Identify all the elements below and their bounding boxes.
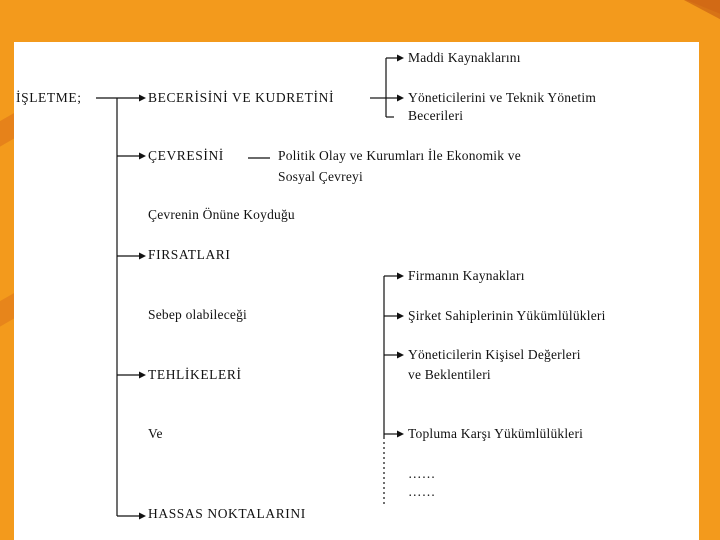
environment-detail-line2: Sosyal Çevreyi [278,169,363,184]
connector-lines [14,42,699,540]
skills-label-line1: Yöneticilerini ve Teknik Yönetim [408,90,597,105]
arrowhead-capabilities [139,95,146,102]
environment-detail-line1: Politik Olay ve Kurumları İle Ekonomik ve [278,148,521,163]
firm-resources-label: Firmanın Kaynakları [408,268,525,283]
ellipsis-2: …… [408,484,436,499]
manager-values-line2: ve Beklentileri [408,367,491,382]
arrowhead-shareholder [397,313,404,320]
social-obligations-label: Topluma Karşı Yükümlülükleri [408,426,584,441]
threats-label: TEHLİKELERİ [148,367,242,382]
ellipsis-1: …… [408,466,436,481]
arrowhead-environment [139,153,146,160]
material-resources-label: Maddi Kaynaklarını [408,50,521,65]
skills-label-line2: Becerileri [408,108,464,123]
arrowhead-social [397,431,404,438]
sensitive-points-label: HASSAS NOKTALARINI [148,506,306,521]
arrowhead-threats [139,372,146,379]
shareholder-obligations-label: Şirket Sahiplerinin Yükümlülükleri [408,308,606,323]
capabilities-label: BECERİSİNİ VE KUDRETİNİ [148,90,335,105]
manager-values-line1: Yöneticilerin Kişisel Değerleri [408,347,581,362]
diagram-slide [14,42,699,540]
arrowhead-sensitive [139,513,146,520]
arrowhead-manager-values [397,352,404,359]
arrowhead-opportunities [139,253,146,260]
arrowhead-firm-resources [397,273,404,280]
arrowhead-material [397,55,404,62]
and-label: Ve [148,426,163,441]
may-cause-label: Sebep olabileceği [148,307,247,322]
environment-label: ÇEVRESİNİ [148,148,224,163]
env-offers-label: Çevrenin Önüne Koyduğu [148,207,295,222]
arrowhead-skills [397,95,404,102]
root-label: İŞLETME; [16,90,82,105]
opportunities-label: FIRSATLARI [148,247,231,262]
